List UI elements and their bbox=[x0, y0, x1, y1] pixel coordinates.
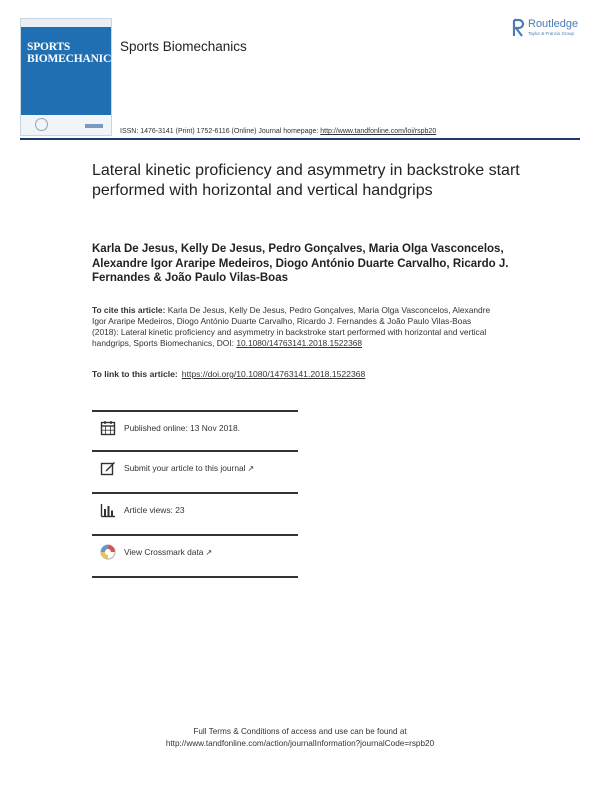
footer bbox=[100, 726, 500, 750]
journal-name: Sports Biomechanics bbox=[120, 39, 247, 54]
routledge-r-icon bbox=[512, 18, 526, 38]
list-item-submit[interactable] bbox=[92, 452, 298, 494]
cover-top-band bbox=[21, 19, 111, 27]
article-link-block bbox=[92, 369, 492, 379]
crossmark-text: View Crossmark data bbox=[124, 547, 204, 557]
article-title: Lateral kinetic proficiency and asymmetry in backstroke start performed with horizontal and vertical handgrips bbox=[92, 162, 520, 199]
publisher-logo bbox=[512, 18, 592, 40]
cover-seal-icon bbox=[35, 118, 48, 131]
cover-title-line2: BIOMECHANICS bbox=[27, 53, 118, 65]
cover-publisher-mark bbox=[85, 124, 103, 128]
citation-block bbox=[92, 305, 492, 349]
footer-terms-text: Full Terms & Conditions of access and use can be found at bbox=[193, 727, 407, 736]
citation-label: To cite this article: bbox=[92, 305, 166, 315]
header-divider bbox=[20, 138, 580, 140]
external-link-icon: ↗ bbox=[247, 464, 255, 473]
cover-title-line1: SPORTS bbox=[27, 41, 71, 53]
footer-terms-link[interactable]: http://www.tandfonline.com/action/journalInformation?journalCode=rspb20 bbox=[165, 739, 435, 748]
article-authors: Karla De Jesus, Kelly De Jesus, Pedro Gonçalves, Maria Olga Vasconcelos, Alexandre Igor Araripe Medeiros, Diogo António Duarte Carvalho, Ricardo J. Fernandes & João Paulo Vilas-Boas bbox=[92, 243, 509, 284]
issn-text: ISSN: 1476-3141 (Print) 1752-6116 (Online) Journal homepage: bbox=[120, 128, 321, 135]
article-link-label: To link to this article: bbox=[92, 369, 178, 379]
cover-title bbox=[27, 41, 117, 65]
issn-line bbox=[120, 128, 436, 135]
bar-chart-icon bbox=[100, 502, 116, 518]
submit-article-text: Submit your article to this journal bbox=[124, 463, 246, 473]
article-doi-link[interactable]: https://doi.org/10.1080/14763141.2018.1522368 bbox=[181, 369, 366, 379]
calendar-icon bbox=[100, 420, 116, 436]
article-views-text: Article views: 23 bbox=[124, 505, 185, 515]
edit-icon bbox=[100, 460, 116, 476]
article-info-list bbox=[92, 410, 298, 578]
cover-bottom-band bbox=[21, 115, 111, 135]
citation-text: Karla De Jesus, Kelly De Jesus, Pedro Gonçalves, Maria Olga Vasconcelos, Alexandre Igor Araripe Medeiros, Diogo António Duarte Carvalho, Ricardo J. Fernandes & João Paulo Vilas-Boas (2018): Lateral kinetic proficiency and asymmetry in backstroke start performed with horizontal and vertical handgrips, Sports Biomechanics, DOI: bbox=[92, 305, 491, 348]
external-link-icon: ↗ bbox=[205, 548, 213, 557]
crossmark-link[interactable] bbox=[124, 547, 212, 557]
publisher-name: Routledge bbox=[528, 18, 579, 30]
list-item-published bbox=[92, 410, 298, 452]
list-item-crossmark[interactable] bbox=[92, 536, 298, 578]
submit-article-link[interactable] bbox=[124, 463, 254, 473]
publisher-subtitle: Taylor & Francis Group bbox=[528, 31, 575, 36]
journal-cover-image bbox=[20, 18, 118, 136]
published-date-text: Published online: 13 Nov 2018. bbox=[124, 423, 240, 433]
crossmark-icon bbox=[100, 544, 116, 560]
journal-homepage-link[interactable]: http://www.tandfonline.com/loi/rspb20 bbox=[320, 128, 437, 135]
list-item-views bbox=[92, 494, 298, 536]
citation-doi-link[interactable]: 10.1080/14763141.2018.1522368 bbox=[236, 338, 363, 348]
